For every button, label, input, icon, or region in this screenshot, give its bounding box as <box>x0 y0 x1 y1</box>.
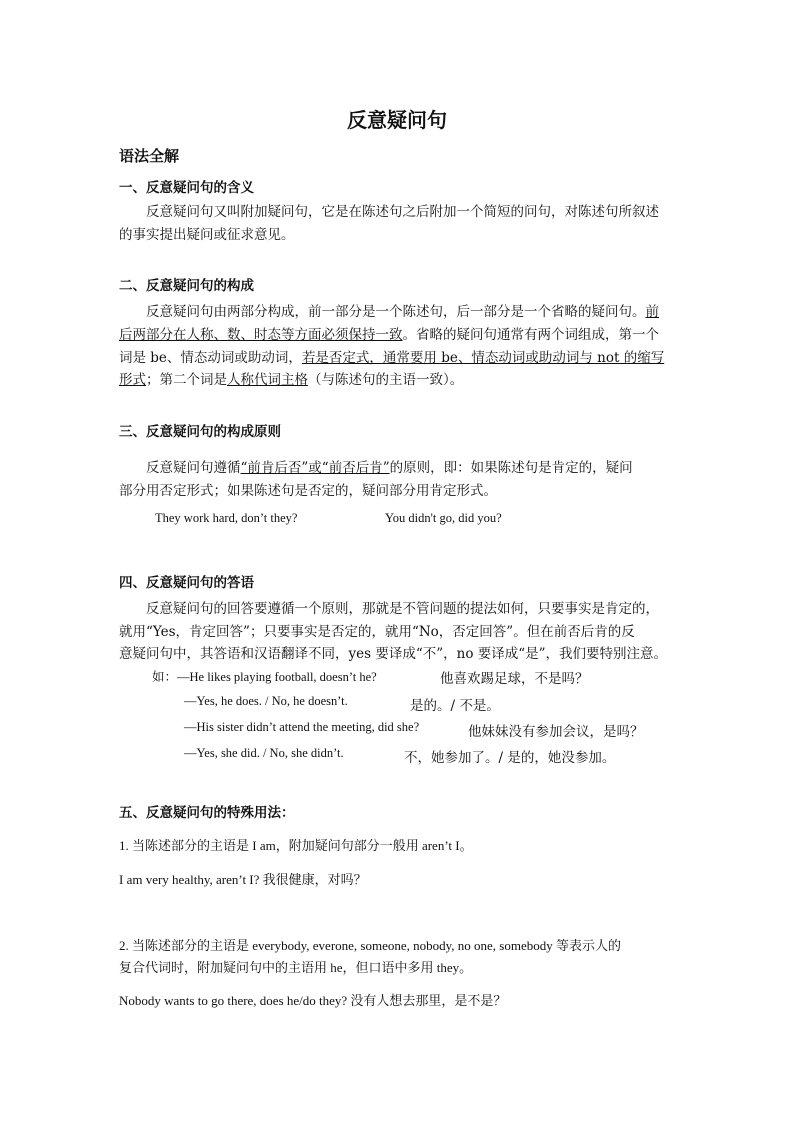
section-3-line-2: 部分用否定形式；如果陈述句是否定的，疑问部分用肯定形式。 <box>119 483 497 499</box>
section-4-example-1-translation: 他喜欢踢足球，不是吗？ <box>440 671 589 687</box>
section-5-point-2-line-2: 复合代词时，附加疑问句中的主语用 he，但口语中多用 they。 <box>119 960 473 975</box>
section-4-line-2: 就用“Yes，肯定回答”；只要事实是否定的，就用“No，否定回答”。但在前否后肯的反 <box>119 624 635 640</box>
section-2-line-3 <box>119 346 664 366</box>
section-3-line-1 <box>146 456 633 476</box>
s3-l1a: 反意疑问句遵循 <box>146 460 241 476</box>
s3-l1b: “前肯后否”或“前否后肯” <box>240 460 390 476</box>
s3-l1c: 的原则，即：如果陈述句是肯定的，疑问 <box>389 460 633 476</box>
section-2-line-1 <box>146 300 659 320</box>
s2-l4b: ；第二个词是 <box>146 372 227 388</box>
section-1-line-2: 的事实提出疑问或征求意见。 <box>119 227 295 243</box>
s2-l3a: 词是 be、情态动词或助动词， <box>119 350 302 366</box>
section-5-point-2-line-1: 2. 当陈述部分的主语是 everybody, everone, someone, nobody, no one, somebody 等表示人的 <box>119 938 621 953</box>
page-title: 反意疑问句 <box>347 108 447 132</box>
section-5-point-2-example: Nobody wants to go there, does he/do they? 没有人想去那里，是不是？ <box>119 993 507 1008</box>
s2-l4a: 形式 <box>119 372 146 388</box>
section-4-example-4: —Yes, she did. / No, she didn’t. <box>184 746 344 760</box>
section-2-line-4 <box>119 368 463 388</box>
section-4-example-2: —Yes, he does. / No, he doesn’t. <box>184 694 348 708</box>
section-3-example-2: You didn't go, did you? <box>385 511 502 525</box>
section-3-heading: 三、反意疑问句的构成原则 <box>119 424 281 440</box>
section-4-example-2-translation: 是的。/ 不是。 <box>410 698 500 714</box>
section-2-line-2 <box>119 323 659 343</box>
section-4-example-1: 如：—He likes playing football, doesn’t he? <box>152 670 377 684</box>
section-1-heading: 一、反意疑问句的含义 <box>119 180 254 196</box>
section-4-example-3-translation: 他妹妹没有参加会议，是吗？ <box>468 724 644 740</box>
section-4-example-3: —His sister didn’t attend the meeting, did she? <box>184 720 420 734</box>
section-1-line-1: 反意疑问句又叫附加疑问句，它是在陈述句之后附加一个简短的问句，对陈述句所叙述 <box>146 204 659 220</box>
s2-l2b: 。省略的疑问句通常有两个词组成，第一个 <box>402 327 659 343</box>
section-2-heading: 二、反意疑问句的构成 <box>119 278 254 294</box>
section-4-example-4-translation: 不，她参加了。/ 是的，她没参加。 <box>404 750 616 766</box>
section-subtitle: 语法全解 <box>119 147 180 165</box>
section-3-example-1: They work hard, don’t they? <box>155 511 298 525</box>
s2-l4d: （与陈述句的主语一致）。 <box>308 372 464 388</box>
section-5-point-1: 1. 当陈述部分的主语是 I am，附加疑问句部分一般用 aren’t I。 <box>119 838 473 853</box>
s2-l1b: 前 <box>645 304 659 320</box>
section-4-line-1: 反意疑问句的回答要遵循一个原则，那就是不管问题的提法如何，只要事实是肯定的， <box>146 601 659 617</box>
section-5-point-1-example: I am very healthy, aren’t I? 我很健康，对吗？ <box>119 872 367 887</box>
s2-l2a: 后两部分在人称、数、时态等方面必须保持一致 <box>119 327 403 343</box>
s2-l3b: 若是否定式，通常要用 be、情态动词或助动词与 not 的缩写 <box>301 350 665 366</box>
section-5-heading: 五、反意疑问句的特殊用法： <box>119 805 295 821</box>
s2-l4c: 人称代词主格 <box>227 372 308 388</box>
s2-l1a: 反意疑问句由两部分构成，前一部分是一个陈述句，后一部分是一个省略的疑问句。 <box>146 304 646 320</box>
section-4-line-3: 意疑问句中，其答语和汉语翻译不同，yes 要译成“不”，no 要译成“是”，我们要特别注意。 <box>119 646 668 662</box>
section-4-heading: 四、反意疑问句的答语 <box>119 575 254 591</box>
